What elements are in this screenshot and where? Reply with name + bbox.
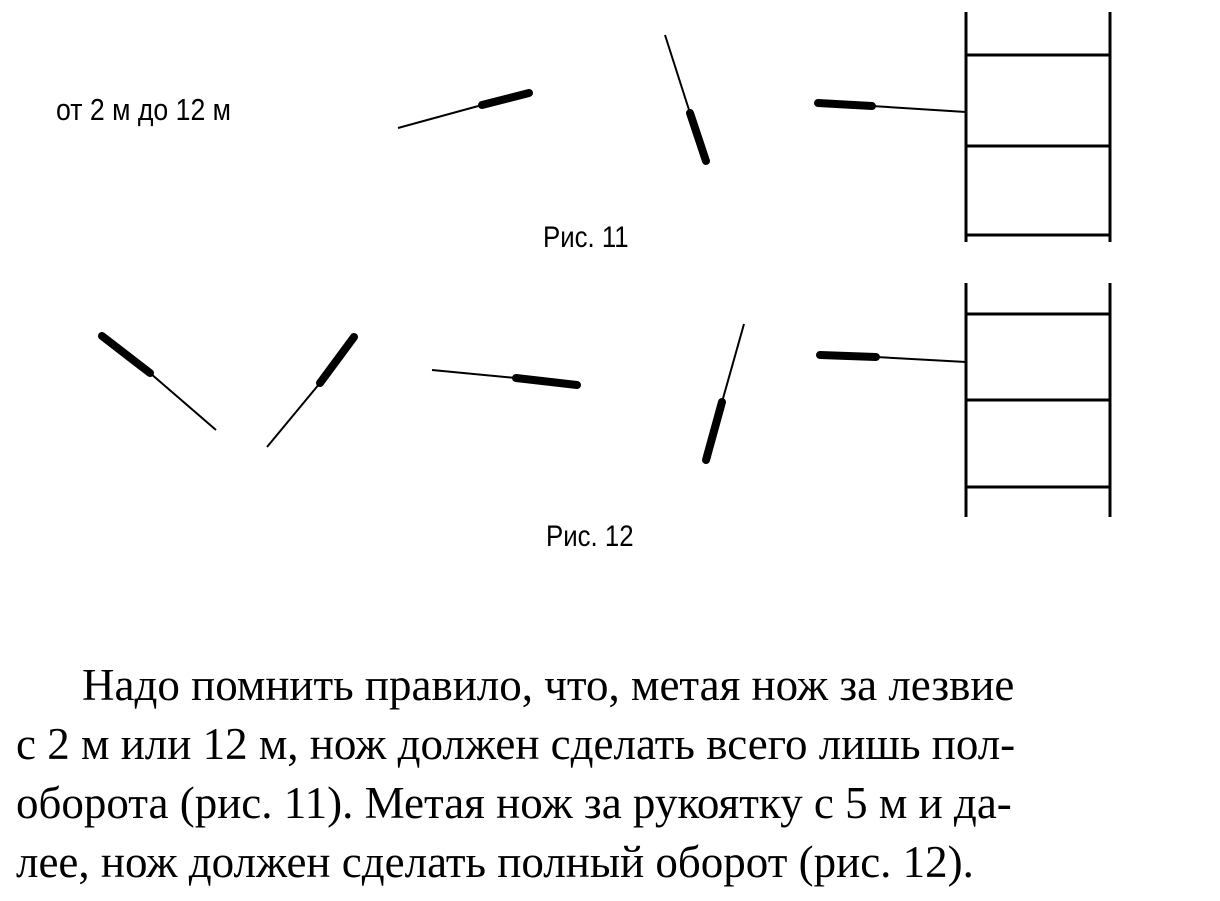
body-paragraph [16, 656, 1192, 892]
fig11-caption: Рис. 11 [543, 221, 629, 254]
fig12-caption: Рис. 12 [546, 520, 634, 553]
fig11-knife-2 [665, 35, 706, 161]
fig12-knife-1 [102, 336, 216, 430]
fig12-knife-4 [706, 324, 744, 460]
fig12-knife-2 [267, 337, 354, 447]
paragraph-line: оборота (рис. 11). Метая нож за рукоятку с 5 м и да- [16, 778, 1012, 828]
fig11-target-board [966, 12, 1110, 242]
distance-label: от 2 м до 12 м [56, 92, 232, 127]
fig12-knife-3 [432, 370, 577, 385]
fig12-knife-5 [820, 355, 966, 362]
paragraph-line: Надо помнить правило, что, метая нож за лезвие [82, 660, 1015, 710]
paragraph-line: с 2 м или 12 м, нож должен сделать всего лишь пол- [16, 719, 1016, 769]
fig11-knife-3 [818, 103, 966, 112]
paragraph-line: лее, нож должен сделать полный оборот (рис. 12). [16, 837, 974, 887]
fig11-knife-1 [398, 93, 529, 128]
fig12-target-board [966, 283, 1110, 517]
